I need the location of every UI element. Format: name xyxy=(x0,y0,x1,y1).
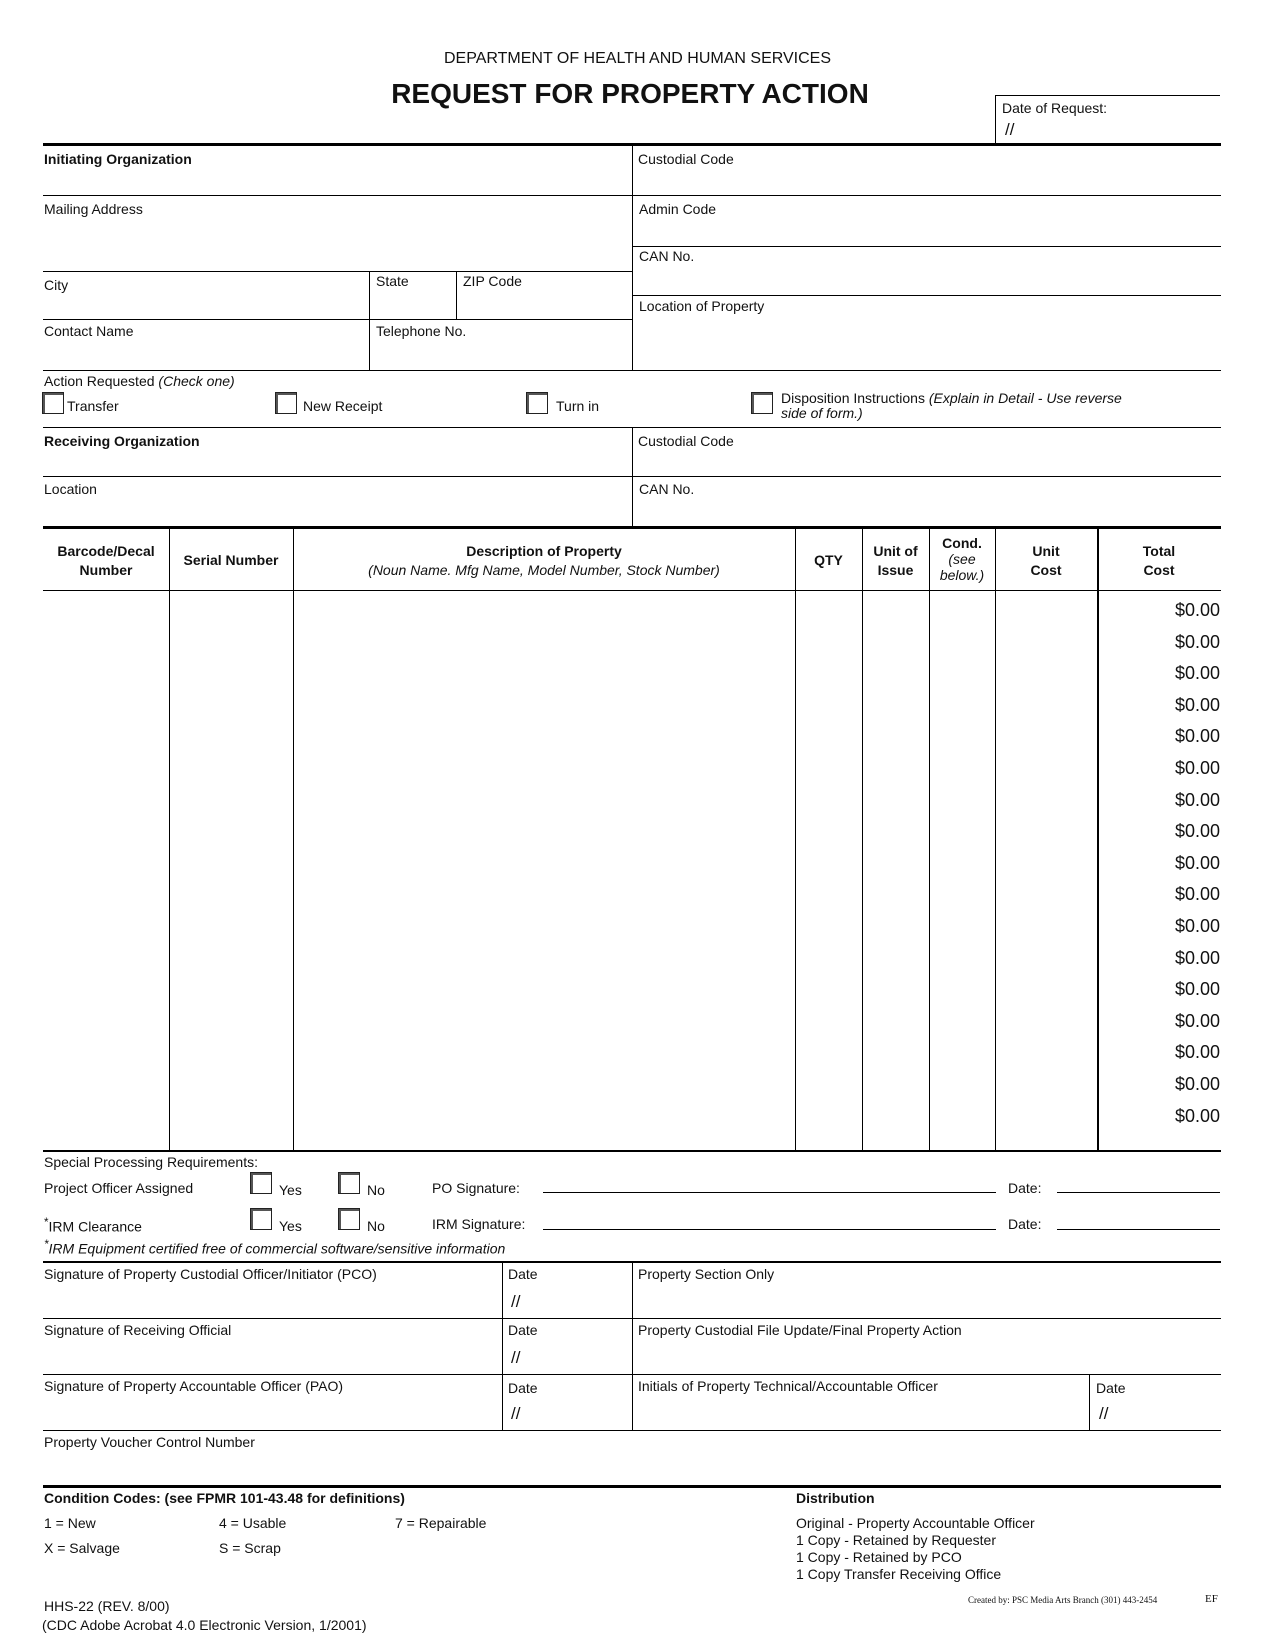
total-cost-cell[interactable]: $0.00 xyxy=(1174,694,1220,715)
form-title: REQUEST FOR PROPERTY ACTION xyxy=(391,78,869,109)
custodial-code-field[interactable]: Custodial Code xyxy=(638,151,734,167)
condition-code: 1 = New xyxy=(44,1515,96,1531)
voucher-control-number-field[interactable]: Property Voucher Control Number xyxy=(44,1434,255,1450)
irm-note: *IRM Equipment certified free of commercial software/sensitive information xyxy=(44,1238,506,1257)
mailing-address-field[interactable]: Mailing Address xyxy=(44,201,143,217)
initials-date-label: Date xyxy=(1096,1380,1126,1396)
total-cost-cell[interactable]: $0.00 xyxy=(1174,979,1220,1000)
condition-code: X = Salvage xyxy=(44,1540,120,1556)
receiving-date-label: Date xyxy=(508,1322,538,1338)
po-signature-label: PO Signature: xyxy=(432,1180,520,1196)
total-cost-cell[interactable]: $0.00 xyxy=(1174,1105,1220,1126)
irm-signature-field[interactable] xyxy=(543,1229,996,1230)
total-cost-cell[interactable]: $0.00 xyxy=(1174,884,1220,905)
ef-mark: EF xyxy=(1205,1593,1218,1605)
transfer-checkbox[interactable] xyxy=(42,392,64,414)
contact-name-field[interactable]: Contact Name xyxy=(44,323,134,339)
col-header-condition: Cond. (see below.) xyxy=(939,535,985,583)
disposition-hint: side of form.) xyxy=(781,405,863,421)
total-cost-cell[interactable]: $0.00 xyxy=(1174,852,1220,873)
yes-label: Yes xyxy=(279,1218,302,1234)
zip-field[interactable]: ZIP Code xyxy=(463,273,522,289)
department-heading: DEPARTMENT OF HEALTH AND HUMAN SERVICES xyxy=(443,50,832,67)
no-label: No xyxy=(367,1218,385,1234)
col-header-qty: QTY xyxy=(814,552,843,568)
col-header-unit-of-issue: Unit of Issue xyxy=(873,543,918,578)
distribution-title: Distribution xyxy=(796,1490,875,1506)
action-requested-label: Action Requested (Check one) xyxy=(44,373,235,389)
distribution-list: Original - Property Accountable Officer 1 Copy - Retained by Requester 1 Copy - Retained by PCO 1 Copy Transfer Receiving Office xyxy=(796,1515,1035,1582)
form-number: HHS-22 (REV. 8/00) xyxy=(44,1598,170,1614)
electronic-version: (CDC Adobe Acrobat 4.0 Electronic Version, 1/2001) xyxy=(42,1617,367,1633)
pco-date-label: Date xyxy=(508,1266,538,1282)
turn-in-label: Turn in xyxy=(556,398,600,414)
initiating-org-field[interactable]: Initiating Organization xyxy=(44,151,192,167)
total-cost-cell[interactable]: $0.00 xyxy=(1174,1010,1220,1031)
total-cost-cell[interactable]: $0.00 xyxy=(1174,726,1220,747)
po-date-label: Date: xyxy=(1008,1180,1042,1196)
telephone-field[interactable]: Telephone No. xyxy=(376,323,467,339)
col-header-barcode: Barcode/Decal Number xyxy=(57,543,155,578)
special-processing-label: Special Processing Requirements: xyxy=(44,1154,258,1170)
irm-signature-label: IRM Signature: xyxy=(432,1216,526,1232)
po-assigned-label: Project Officer Assigned xyxy=(44,1180,194,1196)
condition-code: 4 = Usable xyxy=(219,1515,287,1531)
can-field[interactable]: CAN No. xyxy=(639,248,695,264)
city-field[interactable]: City xyxy=(44,277,69,293)
turn-in-checkbox[interactable] xyxy=(526,392,548,414)
total-cost-cell[interactable]: $0.00 xyxy=(1174,663,1220,684)
initials-date-field[interactable]: // xyxy=(1099,1404,1109,1423)
pao-date-label: Date xyxy=(508,1380,538,1396)
receiving-location-field[interactable]: Location xyxy=(44,481,97,497)
total-cost-cell[interactable]: $0.00 xyxy=(1174,1042,1220,1063)
irm-date-field[interactable] xyxy=(1057,1229,1220,1230)
receiving-can-field[interactable]: CAN No. xyxy=(639,481,695,497)
total-cost-cell[interactable]: $0.00 xyxy=(1174,916,1220,936)
condition-code: 7 = Repairable xyxy=(395,1515,487,1531)
date-of-request-field[interactable]: // xyxy=(1005,120,1015,139)
pco-date-field[interactable]: // xyxy=(511,1292,521,1311)
date-of-request-label: Date of Request: xyxy=(1002,100,1108,116)
irm-date-label: Date: xyxy=(1008,1216,1042,1232)
pco-signature-field[interactable]: Signature of Property Custodial Officer/Initiator (PCO) xyxy=(44,1266,377,1282)
col-header-total-cost: Total Cost xyxy=(1142,543,1176,578)
irm-no-checkbox[interactable] xyxy=(338,1208,360,1230)
new-receipt-checkbox[interactable] xyxy=(275,392,297,414)
transfer-label: Transfer xyxy=(67,398,119,414)
no-label: No xyxy=(367,1182,385,1198)
col-header-unit-cost: Unit Cost xyxy=(1030,543,1062,578)
condition-codes-title: Condition Codes: (see FPMR 101-43.48 for definitions) xyxy=(44,1490,405,1506)
pao-date-field[interactable]: // xyxy=(511,1404,521,1423)
location-of-property-field[interactable]: Location of Property xyxy=(639,298,765,314)
col-header-serial: Serial Number xyxy=(183,552,279,568)
created-by: Created by: PSC Media Arts Branch (301) 443-2454 xyxy=(968,1595,1158,1605)
file-update-field[interactable]: Property Custodial File Update/Final Property Action xyxy=(638,1322,962,1338)
receiving-custodial-code-field[interactable]: Custodial Code xyxy=(638,433,734,449)
total-cost-cell[interactable]: $0.00 xyxy=(1174,789,1220,810)
disposition-label: Disposition Instructions (Explain in Detail - Use reverse xyxy=(781,390,1122,406)
total-cost-cell[interactable]: $0.00 xyxy=(1174,600,1220,620)
total-cost-cell[interactable]: $0.00 xyxy=(1174,1074,1220,1094)
state-field[interactable]: State xyxy=(376,273,409,289)
po-assigned-no-checkbox[interactable] xyxy=(338,1172,360,1194)
receiving-org-field[interactable]: Receiving Organization xyxy=(44,433,200,449)
po-assigned-yes-checkbox[interactable] xyxy=(250,1172,272,1194)
disposition-checkbox[interactable] xyxy=(751,392,773,414)
admin-code-field[interactable]: Admin Code xyxy=(639,201,717,217)
receiving-date-field[interactable]: // xyxy=(511,1348,521,1367)
po-signature-field[interactable] xyxy=(543,1192,996,1193)
pao-signature-field[interactable]: Signature of Property Accountable Officer (PAO) xyxy=(44,1378,344,1394)
irm-clearance-label: *IRM Clearance xyxy=(44,1216,142,1235)
total-cost-cell[interactable]: $0.00 xyxy=(1174,947,1220,968)
condition-code: S = Scrap xyxy=(219,1540,281,1556)
total-cost-cell[interactable]: $0.00 xyxy=(1174,821,1220,842)
new-receipt-label: New Receipt xyxy=(303,398,383,414)
receiving-official-signature-field[interactable]: Signature of Receiving Official xyxy=(44,1322,232,1338)
total-cost-cell[interactable]: $0.00 xyxy=(1174,631,1220,652)
property-section-only-label: Property Section Only xyxy=(638,1266,775,1282)
col-header-description: Description of Property (Noun Name. Mfg Name, Model Number, Stock Number) xyxy=(368,543,720,578)
irm-yes-checkbox[interactable] xyxy=(250,1208,272,1230)
initials-field[interactable]: Initials of Property Technical/Accountable Officer xyxy=(638,1378,938,1394)
total-cost-cell[interactable]: $0.00 xyxy=(1174,758,1220,778)
yes-label: Yes xyxy=(279,1182,302,1198)
po-date-field[interactable] xyxy=(1057,1192,1220,1193)
